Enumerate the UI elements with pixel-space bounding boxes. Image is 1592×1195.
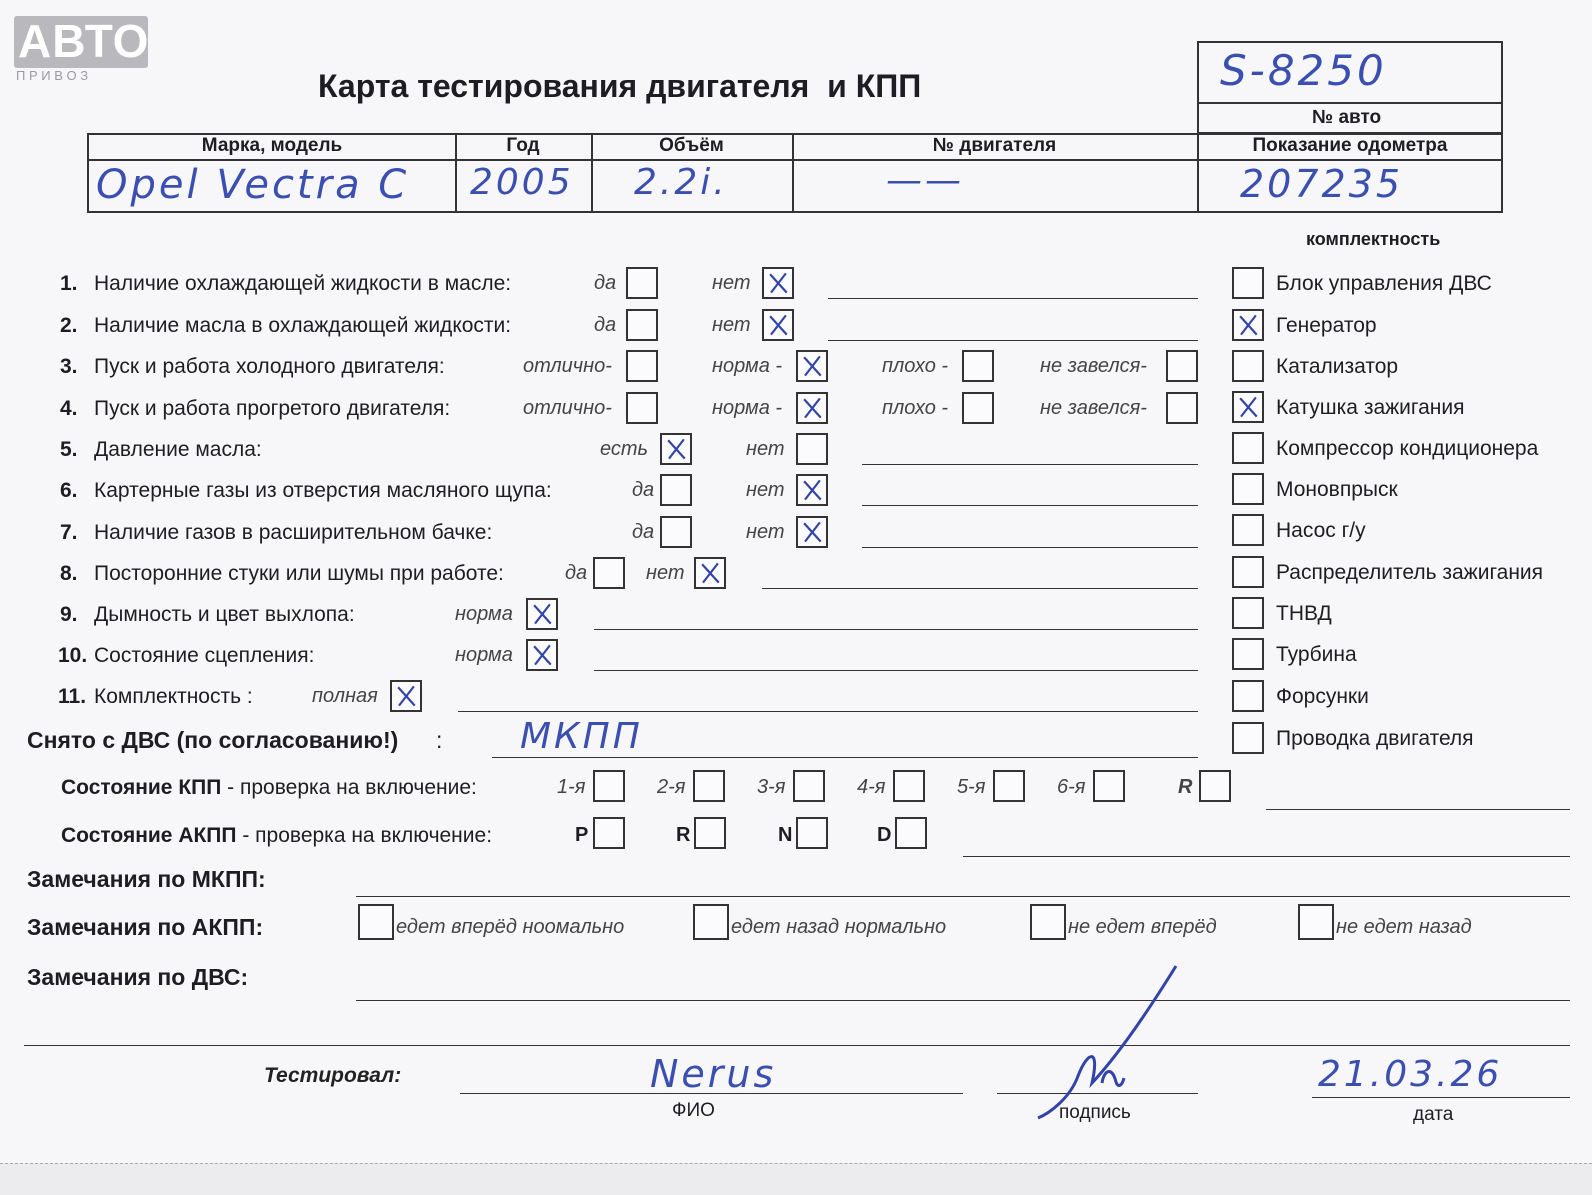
table-header-divider (87, 159, 1503, 161)
fio-caption: ФИО (672, 1100, 715, 1121)
answer-line (762, 588, 1198, 589)
components-header: комплектность (1306, 229, 1441, 249)
checkbox-normal[interactable] (526, 639, 558, 671)
label-excellent: отлично- (523, 355, 612, 377)
component-label: Компрессор кондиционера (1276, 437, 1539, 460)
akpp-gear-checkbox[interactable] (796, 817, 828, 849)
akpp-remark-checkbox[interactable] (1298, 904, 1334, 940)
answer-line (862, 505, 1198, 506)
check-x-mark (696, 559, 724, 587)
gear-label: 4-я (857, 776, 886, 798)
label-bad: плохо - (882, 355, 949, 377)
checkbox-not-started[interactable] (1166, 392, 1198, 424)
checkbox-full[interactable] (390, 680, 422, 712)
removed-value: МКПП (520, 716, 643, 757)
signature-caption: подпись (1059, 1102, 1131, 1123)
checkbox-no[interactable] (796, 474, 828, 506)
label-normal: норма - (712, 397, 783, 419)
make-model-value: Opel Vectra C (96, 162, 410, 208)
label-not-started: не завелся- (1040, 397, 1147, 419)
year-value: 2005 (470, 162, 574, 203)
akpp-label (61, 824, 492, 848)
removed-line (492, 757, 1198, 758)
checkbox-not-started[interactable] (1166, 350, 1198, 382)
gear-label: 5-я (957, 776, 986, 798)
page-title: Карта тестирования двигателя и КПП (318, 68, 922, 104)
checkbox-yes[interactable] (626, 309, 658, 341)
component-checkbox[interactable] (1232, 267, 1264, 299)
akpp-remark-label: не едет вперёд (1068, 916, 1217, 938)
question-text: Пуск и работа холодного двигателя: (94, 355, 445, 378)
question-number: 2. (60, 314, 78, 337)
akpp-gear-checkbox[interactable] (694, 817, 726, 849)
label-yes: да (632, 521, 655, 543)
divider (1197, 102, 1503, 104)
question-number: 4. (60, 397, 78, 420)
answer-line (594, 670, 1198, 671)
akpp-line (963, 856, 1570, 857)
gear-label: 1-я (557, 776, 586, 798)
component-checkbox[interactable] (1232, 680, 1264, 712)
akpp-remark-label: не едет назад (1336, 916, 1472, 938)
check-x-mark (528, 641, 556, 669)
label-not-started: не завелся- (1040, 355, 1147, 377)
answer-line (458, 711, 1198, 712)
checkbox-normal[interactable] (526, 598, 558, 630)
label-excellent: отлично- (523, 397, 612, 419)
remarks-dvs-label: Замечания по ДВС: (27, 964, 249, 990)
akpp-gear-label: D (877, 824, 892, 846)
checkbox-yes[interactable] (660, 516, 692, 548)
gear-label: 3-я (757, 776, 786, 798)
label-no: нет (646, 562, 685, 584)
component-label: Моновпрыск (1276, 478, 1398, 501)
remarks-akpp-label: Замечания по АКПП: (27, 914, 264, 940)
answer-line (594, 629, 1198, 630)
check-x-mark (798, 518, 826, 546)
question-number: 7. (60, 521, 78, 544)
checkbox-yes[interactable] (593, 557, 625, 589)
gear-checkbox[interactable] (693, 770, 725, 802)
component-label: Проводка двигателя (1276, 727, 1474, 750)
question-number: 9. (60, 603, 78, 626)
check-x-mark (798, 394, 826, 422)
gear-label: R (1178, 776, 1193, 798)
component-label: Турбина (1276, 643, 1357, 666)
label-present: есть (600, 438, 649, 460)
question-number: 8. (60, 562, 78, 585)
label-yes: да (594, 314, 617, 336)
gear-label: 2-я (657, 776, 686, 798)
akpp-remark-label: едет вперёд ноомально (396, 916, 625, 938)
check-x-mark (392, 682, 420, 710)
checkbox-no[interactable] (762, 267, 794, 299)
checkbox-no[interactable] (762, 309, 794, 341)
component-checkbox[interactable] (1232, 597, 1264, 629)
label-full: полная (312, 685, 378, 707)
component-label: Блок управления ДВС (1276, 272, 1492, 295)
check-x-mark (798, 476, 826, 504)
check-x-mark (528, 600, 556, 628)
akpp-remark-checkbox[interactable] (1030, 904, 1066, 940)
akpp-gear-label: R (676, 824, 691, 846)
component-checkbox[interactable] (1232, 638, 1264, 670)
component-checkbox[interactable] (1232, 514, 1264, 546)
header-year: Год (506, 135, 540, 156)
component-checkbox[interactable] (1232, 391, 1264, 423)
component-label: ТНВД (1276, 602, 1332, 625)
question-number: 10. (58, 644, 88, 667)
label-no: нет (712, 272, 751, 294)
checkbox-bad[interactable] (962, 350, 994, 382)
label-yes: да (632, 479, 655, 501)
gear-checkbox[interactable] (1199, 770, 1231, 802)
checkbox-no[interactable] (694, 557, 726, 589)
checkbox-normal[interactable] (796, 392, 828, 424)
label-yes: да (565, 562, 588, 584)
label-normal: норма (455, 603, 513, 625)
label-yes: да (594, 272, 617, 294)
question-text: Давление масла: (94, 438, 262, 461)
check-x-mark (1234, 393, 1262, 421)
date-caption: дата (1413, 1104, 1454, 1125)
header-odometer: Показание одометра (1252, 135, 1448, 156)
auto-number-value: S-8250 (1220, 46, 1387, 95)
component-label: Насос г/у (1276, 519, 1366, 542)
component-label: Форсунки (1276, 685, 1369, 708)
akpp-gear-label: P (575, 824, 589, 846)
akpp-gear-label: N (778, 824, 793, 846)
component-checkbox[interactable] (1232, 350, 1264, 382)
date-line (1312, 1097, 1570, 1098)
remarks-dvs-line (356, 1000, 1570, 1001)
akpp-gear-checkbox[interactable] (895, 817, 927, 849)
question-text: Дымность и цвет выхлопа: (94, 603, 355, 626)
question-text: Наличие газов в расширительном бачке: (94, 521, 493, 544)
kpp-label (61, 776, 477, 800)
question-text: Комплектность : (94, 685, 253, 708)
check-x-mark (1234, 311, 1262, 339)
component-checkbox[interactable] (1232, 722, 1264, 754)
component-label: Распределитель зажигания (1276, 561, 1544, 584)
signature-image (1030, 958, 1190, 1126)
checkbox-no[interactable] (796, 433, 828, 465)
question-text: Состояние сцепления: (94, 644, 315, 667)
question-text: Посторонние стуки или шумы при работе: (94, 562, 504, 585)
gear-checkbox[interactable] (1093, 770, 1125, 802)
question-number: 3. (60, 355, 78, 378)
check-x-mark (764, 269, 792, 297)
question-number: 1. (60, 272, 78, 295)
header-make-model: Марка, модель (201, 135, 343, 156)
gear-checkbox[interactable] (593, 770, 625, 802)
kpp-label-bold: Состояние КПП (61, 776, 222, 799)
check-x-mark (798, 352, 826, 380)
check-x-mark (764, 311, 792, 339)
component-checkbox[interactable] (1232, 309, 1264, 341)
answer-line (862, 464, 1198, 465)
gear-checkbox[interactable] (993, 770, 1025, 802)
header-volume: Объём (659, 135, 724, 156)
question-text: Наличие масла в охлаждающей жидкости: (94, 314, 512, 337)
component-checkbox[interactable] (1232, 432, 1264, 464)
odometer-value: 207235 (1240, 162, 1404, 206)
component-label: Генератор (1276, 314, 1377, 337)
component-label: Катушка зажигания (1276, 396, 1465, 419)
volume-value: 2.2і. (634, 162, 728, 203)
tester-name: Nerus (650, 1052, 777, 1096)
kpp-line (1266, 809, 1570, 810)
check-x-mark (662, 435, 690, 463)
checkbox-yes[interactable] (660, 474, 692, 506)
checkbox-present[interactable] (660, 433, 692, 465)
label-no: нет (746, 438, 785, 460)
question-text: Наличие охлаждающей жидкости в масле: (94, 272, 512, 295)
removed-label: Снято с ДВС (по согласованию!) (27, 727, 399, 753)
gear-label: 6-я (1057, 776, 1086, 798)
gear-checkbox[interactable] (893, 770, 925, 802)
logo-subtext: П Р И В О З (16, 68, 89, 83)
label-normal: норма (455, 644, 513, 666)
sheet-bottom-edge (0, 1163, 1592, 1195)
checkbox-excellent[interactable] (626, 392, 658, 424)
answer-line (862, 547, 1198, 548)
remarks-mkpp-label: Замечания по МКПП: (27, 866, 266, 892)
component-checkbox[interactable] (1232, 473, 1264, 505)
tested-label: Тестировал: (264, 1064, 402, 1087)
engine-number-value: —— (886, 160, 964, 201)
akpp-remark-checkbox[interactable] (358, 904, 394, 940)
date-value: 21.03.26 (1318, 1054, 1503, 1095)
label-bad: плохо - (882, 397, 949, 419)
akpp-remark-checkbox[interactable] (693, 904, 729, 940)
akpp-gear-checkbox[interactable] (593, 817, 625, 849)
auto-number-label: № авто (1312, 107, 1382, 128)
gear-checkbox[interactable] (793, 770, 825, 802)
removed-colon: : (436, 727, 443, 753)
component-label: Катализатор (1276, 355, 1399, 378)
question-text: Картерные газы из отверстия масляного щупа: (94, 479, 552, 502)
answer-line (828, 340, 1198, 341)
checkbox-excellent[interactable] (626, 350, 658, 382)
kpp-label-rest: - проверка на включение: (221, 776, 477, 799)
label-no: нет (746, 479, 785, 501)
akpp-label-rest: - проверка на включение: (236, 824, 493, 847)
label-no: нет (746, 521, 785, 543)
remarks-mkpp-line (356, 896, 1570, 897)
label-no: нет (712, 314, 751, 336)
logo-text: АВТО (18, 15, 150, 67)
checkbox-bad[interactable] (962, 392, 994, 424)
question-text: Пуск и работа прогретого двигателя: (94, 397, 451, 420)
remarks-extra-line (24, 1045, 1570, 1046)
checkbox-yes[interactable] (626, 267, 658, 299)
akpp-label-bold: Состояние АКПП (61, 824, 237, 847)
question-number: 11. (58, 685, 87, 708)
label-normal: норма - (712, 355, 783, 377)
question-number: 5. (60, 438, 78, 461)
header-engine-number: № двигателя (932, 135, 1057, 156)
checkbox-no[interactable] (796, 516, 828, 548)
checkbox-normal[interactable] (796, 350, 828, 382)
answer-line (828, 298, 1198, 299)
question-number: 6. (60, 479, 78, 502)
akpp-remark-label: едет назад нормально (731, 916, 947, 938)
component-checkbox[interactable] (1232, 556, 1264, 588)
